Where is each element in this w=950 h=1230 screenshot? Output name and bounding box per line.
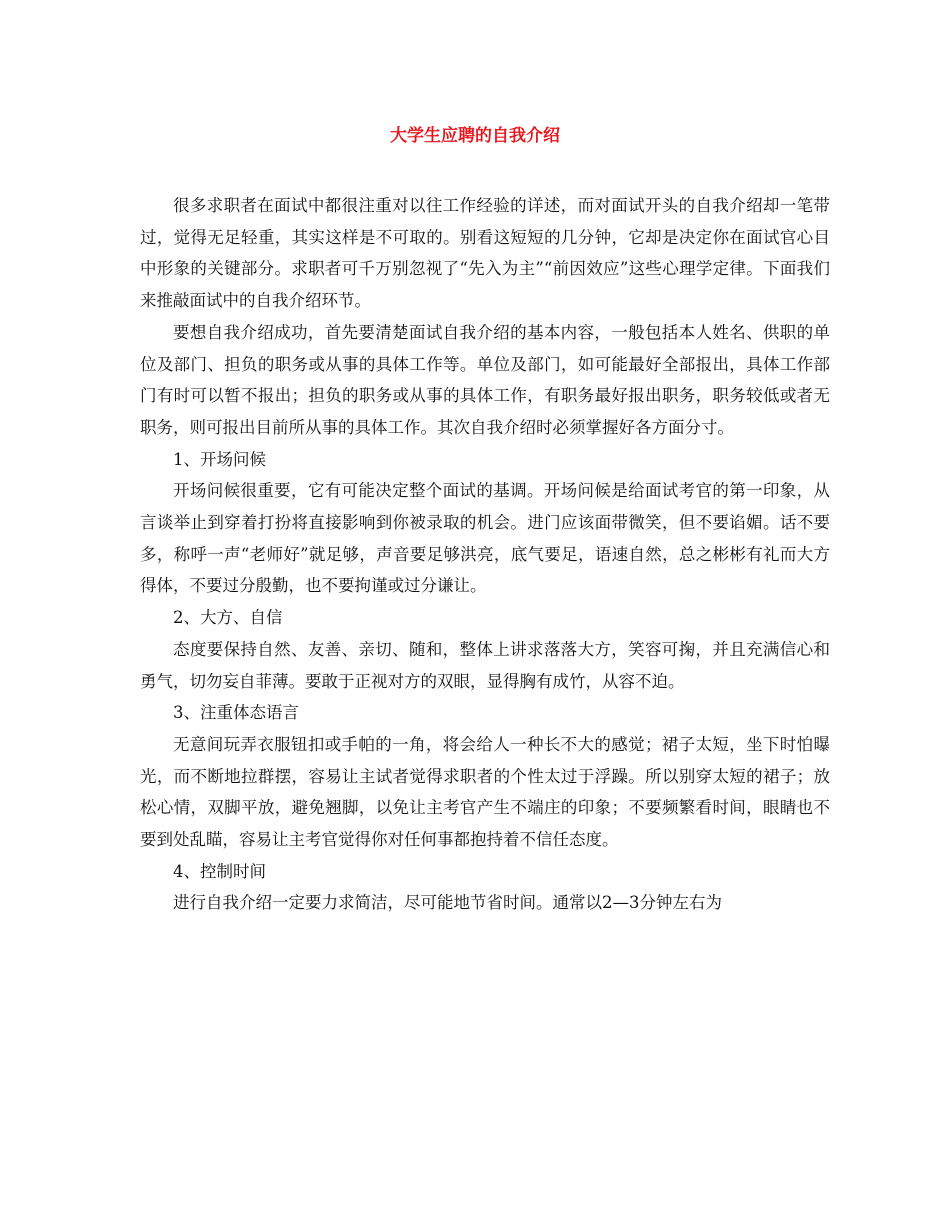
- intro-paragraph-1: 很多求职者在面试中都很注重对以往工作经验的详述，而对面试开头的自我介绍却一笔带过，觉得无足轻重，其实这样是不可取的。别看这短短的几分钟，它却是决定你在面试官心目中形象的关键部分。求职者可千万别忽视了“先入为主”“前因效应”这些心理学定律。下面我们来推敲面试中的自我介绍环节。: [140, 196, 830, 311]
- section-paragraph-confidence: 态度要保持自然、友善、亲切、随和，整体上讲求落落大方，笑容可掬，并且充满信心和勇气，切勿妄自菲薄。要敢于正视对方的双眼，显得胸有成竹，从容不迫。: [140, 639, 830, 691]
- section-heading-time-control: 4、控制时间: [173, 861, 266, 881]
- section-paragraph-body-language: 无意间玩弄衣服钮扣或手帕的一角，将会给人一种长不大的感觉；裙子太短，坐下时怕曝光，而不断地拉群摆，容易让主试者觉得求职者的个性太过于浮躁。所以别穿太短的裙子；放松心情，双脚平放，避免翘脚，以免让主考官产生不端庄的印象；不要频繁看时间，眼睛也不要到处乱瞄，容易让主考官觉得你对任何事都抱持着不信任态度。: [140, 734, 830, 850]
- section-heading-confidence: 2、大方、自信: [173, 608, 283, 628]
- section-heading-opening-greeting: 1、开场问候: [173, 449, 266, 469]
- document-title: 大学生应聘的自我介绍: [390, 126, 560, 146]
- document-body: [140, 190, 830, 919]
- intro-paragraph-2: 要想自我介绍成功，首先要清楚面试自我介绍的基本内容，一般包括本人姓名、供职的单位及部门、担负的职务或从事的具体工作等。单位及部门，如可能最好全部报出，具体工作部门有时可以暂不报出；担负的职务或从事的具体工作，有职务最好报出职务，职务较低或者无职务，则可报出目前所从事的具体工作。其次自我介绍时必须掌握好各方面分寸。: [140, 322, 830, 437]
- section-paragraph-opening-greeting: 开场问候很重要，它有可能决定整个面试的基调。开场问候是给面试考官的第一印象，从言谈举止到穿着打扮将直接影响到你被录取的机会。进门应该面带微笑，但不要谄媚。话不要多，称呼一声“老师好”就足够，声音要足够洪亮，底气要足，语速自然，总之彬彬有礼而大方得体，不要过分殷勤，也不要拘谨或过分谦让。: [140, 481, 830, 596]
- section-paragraph-time-control: 进行自我介绍一定要力求简洁，尽可能地节省时间。通常以2—3分钟左右为: [173, 893, 722, 913]
- section-heading-body-language: 3、注重体态语言: [173, 703, 299, 723]
